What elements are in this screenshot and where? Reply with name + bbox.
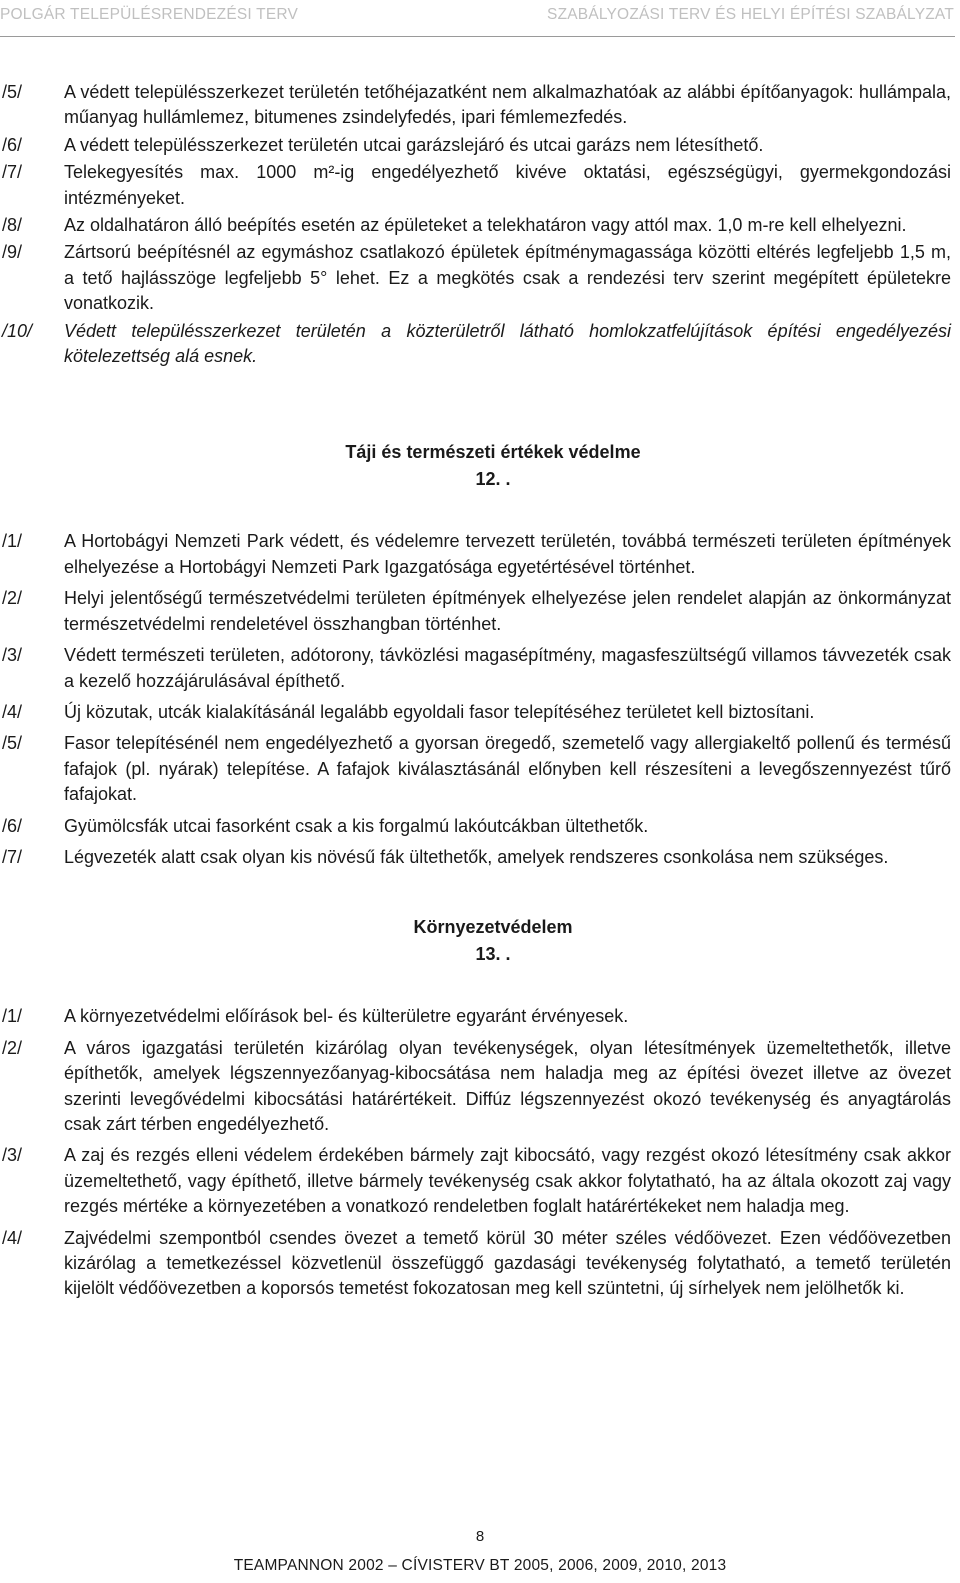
paragraph-number: /1/ xyxy=(2,1006,23,1027)
paragraph-number: /7/ xyxy=(2,162,23,183)
section-12-paragraphs xyxy=(0,529,960,870)
paragraph-number: /10/ xyxy=(2,320,33,341)
paragraph-number: /9/ xyxy=(2,242,23,263)
paragraph-12-6 xyxy=(0,814,960,839)
paragraph-12-4 xyxy=(0,700,960,725)
paragraph-number: /2/ xyxy=(2,1037,23,1058)
paragraph-11-8 xyxy=(0,213,960,238)
section-13-title: Környezetvédelem xyxy=(413,917,573,938)
header-divider xyxy=(0,36,955,37)
paragraph-text: Légvezeték alatt csak olyan kis növésű fák ültethetők, amelyek rendszeres csonkolása nem szükséges. xyxy=(64,846,889,867)
paragraph-text: Zajvédelmi szempontból csendes övezet a temető körül 30 méter széles védőövezet. Ezen védőövezetben kizárólag a temetkezéssel közvetlenül összefüggő gazdasági tevékenység folytatható, a temető területén kijelölt védőövezetben a koporsós temetést fokozatosan meg kell szüntetni, új sírhelyek nem jelölhetők ki. xyxy=(64,1227,951,1299)
paragraph-number: /3/ xyxy=(2,1145,23,1166)
header-right-title: SZABÁLYOZÁSI TERV ÉS HELYI ÉPÍTÉSI SZABÁLYZAT xyxy=(547,6,954,23)
paragraph-13-2 xyxy=(0,1036,960,1138)
paragraph-number: /6/ xyxy=(2,815,23,836)
paragraph-12-7 xyxy=(0,845,960,870)
section-13-paragraphs xyxy=(0,1004,960,1301)
paragraph-text: A védett településszerkezet területén tetőhéjazatként nem alkalmazhatóak az alábbi építőanyagok: hullámpala, műanyag hullámlemez, bitumenes zsindelyfedés, ipari fémlemezfedés. xyxy=(64,82,951,128)
paragraph-text: Új közutak, utcák kialakításánál legalább egyoldali fasor telepítéséhez területet kell biztosítani. xyxy=(64,701,815,722)
paragraph-text: A zaj és rezgés elleni védelem érdekében bármely zajt kibocsátó, vagy rezgést okozó létesítmény csak akkor üzemeltethető, vagy építhető, illetve bármely tevékenység csak akkor folytatható, ha az általa okozott zaj vagy rezgés mértéke a környezetében a vonatkozó rendeletben foglalt határértékeket nem haladja meg. xyxy=(64,1145,951,1217)
paragraph-number: /7/ xyxy=(2,846,23,867)
paragraph-11-7 xyxy=(0,160,960,211)
paragraph-text: A Hortobágyi Nemzeti Park védett, és védelemre tervezett területén, továbbá természeti területen építmények elhelyezése a Hortobágyi Nemzeti Park Igazgatósága egyetértésével történhet. xyxy=(64,531,951,577)
paragraph-number: /4/ xyxy=(2,701,23,722)
paragraph-12-1 xyxy=(0,529,960,580)
page-number: 8 xyxy=(475,1528,485,1545)
paragraph-11-10 xyxy=(0,319,960,370)
paragraph-text: Védett természeti területen, adótorony, távközlési magasépítmény, magasfeszültségű villamos távvezeték csak a kezelő hozzájárulásával építhető. xyxy=(64,645,951,691)
paragraph-13-1 xyxy=(0,1004,960,1029)
paragraph-12-3 xyxy=(0,643,960,694)
paragraph-text: Védett településszerkezet területén a közterületről látható homlokzatfelújítások építési engedélyezési kötelezettség alá esnek. xyxy=(64,320,951,367)
paragraph-11-9 xyxy=(0,240,960,316)
section-11-paragraphs xyxy=(0,80,960,369)
paragraph-text: Fasor telepítésénél nem engedélyezhető a gyorsan öregedő, szemetelő vagy allergiakeltő pollenű és termésű fafajok (pl. nyárak) telepítése. A fafajok kiválasztásánál előnyben kell részesíteni a levegőszennyezést tűrő fafajokat. xyxy=(64,733,951,805)
paragraph-text: Gyümölcsfák utcai fasorként csak a kis forgalmú lakóutcákban ültethetők. xyxy=(64,815,649,836)
paragraph-text: Telekegyesítés max. 1000 m²-ig engedélyezhető kivéve oktatási, egészségügyi, gyermekgondozási intézményeket. xyxy=(64,162,951,208)
paragraph-12-5 xyxy=(0,731,960,807)
paragraph-text: A város igazgatási területén kizárólag olyan tevékenységek, olyan létesítmények üzemeltethetők, illetve építhetők, amelyek légszennyezőanyag-kibocsátása nem haladja meg az építési övezet illetve az övezet szerinti levegővédelmi kibocsátási határértékeit. Diffúz légszennyezést okozó tevékenység és anyagtárolás csak zárt térben engedélyezhető. xyxy=(64,1037,951,1134)
paragraph-number: /8/ xyxy=(2,215,23,236)
paragraph-number: /1/ xyxy=(2,531,23,552)
footer-text: TEAMPANNON 2002 – CÍVISTERV BT 2005, 2006, 2009, 2010, 2013 xyxy=(233,1557,727,1574)
paragraph-13-3 xyxy=(0,1143,960,1219)
document-body xyxy=(0,80,960,1302)
paragraph-text: A védett településszerkezet területén utcai garázslejáró és utcai garázs nem létesíthető. xyxy=(64,134,764,155)
paragraph-text: A környezetvédelmi előírások bel- és külterületre egyaránt érvényesek. xyxy=(64,1006,629,1027)
paragraph-number: /5/ xyxy=(2,82,23,102)
section-12-number: 12. . xyxy=(475,469,511,490)
section-12-title: Táji és természeti értékek védelme xyxy=(345,442,641,463)
paragraph-number: /2/ xyxy=(2,588,23,609)
page-header xyxy=(0,0,960,38)
paragraph-13-4 xyxy=(0,1226,960,1302)
paragraph-11-5 xyxy=(0,80,960,131)
paragraph-text: Zártsorú beépítésnél az egymáshoz csatlakozó épületek építménymagassága közötti eltérés legfeljebb 1,5 m, a tető hajlásszöge legfeljebb 5° lehet. Ez a megkötés csak a rendezési terv szerint megépített épületekre vonatkozik. xyxy=(64,242,951,314)
paragraph-number: /3/ xyxy=(2,645,23,666)
paragraph-number: /4/ xyxy=(2,1227,23,1248)
paragraph-text: Az oldalhatáron álló beépítés esetén az épületeket a telekhatáron vagy attól max. 1,0 m-re kell elhelyezni. xyxy=(64,215,907,236)
section-13-number: 13. . xyxy=(475,944,511,965)
paragraph-text: Helyi jelentőségű természetvédelmi területen építmények elhelyezése jelen rendelet alapján az önkormányzat természetvédelmi rendeletével összhangban történhet. xyxy=(64,588,951,634)
paragraph-number: /6/ xyxy=(2,134,23,155)
header-left-title: POLGÁR TELEPÜLÉSRENDEZÉSI TERV xyxy=(0,6,299,23)
paragraph-number: /5/ xyxy=(2,733,23,754)
paragraph-12-2 xyxy=(0,586,960,637)
paragraph-11-6 xyxy=(0,133,960,158)
